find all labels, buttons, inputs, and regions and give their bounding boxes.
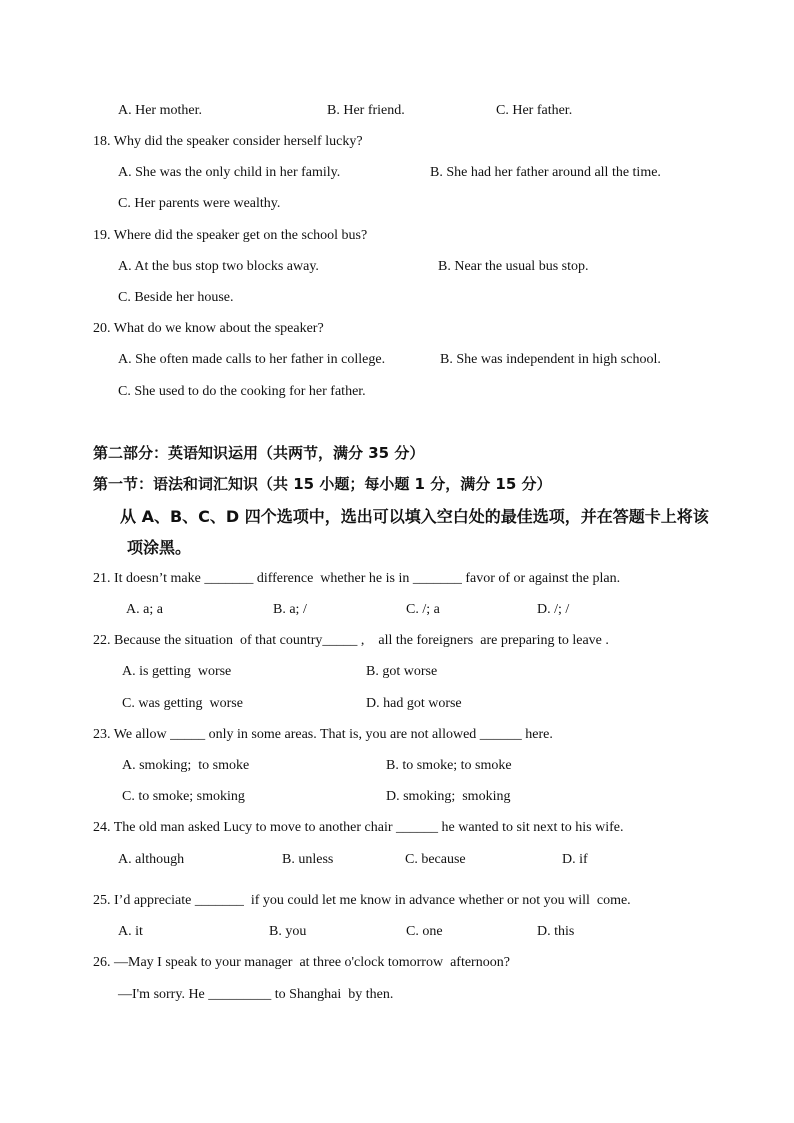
q19-option-b: B. Near the usual bus stop. — [438, 259, 589, 274]
q20-stem: 20. What do we know about the speaker? — [93, 321, 324, 336]
q22-option-c: C. was getting worse — [122, 696, 243, 711]
q21-option-d: D. /; / — [537, 602, 570, 617]
q19-stem: 19. Where did the speaker get on the school bus? — [93, 228, 368, 243]
q23-option-a: A. smoking; to smoke — [122, 758, 250, 773]
q20-option-b: B. She was independent in high school. — [440, 352, 661, 367]
q23-option-b: B. to smoke; to smoke — [386, 758, 512, 773]
q26-reply: —I'm sorry. He _________ to Shanghai by then. — [118, 987, 394, 1002]
q21-option-c: C. /; a — [406, 602, 440, 617]
part2-heading: 第二部分：英语知识运用（共两节，满分 35 分） — [93, 444, 425, 462]
q21-option-a: A. a; a — [126, 602, 163, 617]
q26-stem: 26. —May I speak to your manager at three o'clock tomorrow afternoon? — [93, 955, 510, 970]
q24-option-d: D. if — [562, 852, 588, 867]
q21-stem: 21. It doesn’t make _______ difference whether he is in _______ favor of or against the plan. — [93, 571, 621, 586]
q22-option-d: D. had got worse — [366, 696, 462, 711]
q25-option-c: C. one — [406, 924, 443, 939]
q24-option-a: A. although — [118, 852, 185, 867]
q18-option-a: A. She was the only child in her family. — [118, 165, 341, 180]
instruction-line-1: 从 A、B、C、D 四个选项中，选出可以填入空白处的最佳选项，并在答题卡上将该 — [120, 507, 709, 526]
q23-option-c: C. to smoke; smoking — [122, 789, 245, 804]
q25-option-b: B. you — [269, 924, 307, 939]
q18-option-b: B. She had her father around all the time. — [430, 165, 661, 180]
q24-stem: 24. The old man asked Lucy to move to another chair ______ he wanted to sit next to his wife. — [93, 820, 624, 835]
q22-option-b: B. got worse — [366, 664, 438, 679]
q25-option-a: A. it — [118, 924, 143, 939]
section1-heading: 第一节：语法和词汇知识（共 15 小题；每小题 1 分，满分 15 分） — [93, 475, 552, 493]
q20-option-c: C. She used to do the cooking for her father. — [118, 384, 366, 399]
q24-option-c: C. because — [405, 852, 466, 867]
q23-option-d: D. smoking; smoking — [386, 789, 511, 804]
q18-stem: 18. Why did the speaker consider herself lucky? — [93, 134, 363, 149]
instruction-line-2: 项涂黑。 — [127, 538, 192, 557]
q19-option-a: A. At the bus stop two blocks away. — [118, 259, 319, 274]
q23-stem: 23. We allow _____ only in some areas. That is, you are not allowed ______ here. — [93, 727, 553, 742]
q25-stem: 25. I’d appreciate _______ if you could let me know in advance whether or not you will come. — [93, 893, 631, 908]
q21-option-b: B. a; / — [273, 602, 307, 617]
q20-option-a: A. She often made calls to her father in college. — [118, 352, 386, 367]
q17-option-a: A. Her mother. — [118, 103, 202, 118]
q22-option-a: A. is getting worse — [122, 664, 232, 679]
q17-option-b: B. Her friend. — [327, 103, 405, 118]
q25-option-d: D. this — [537, 924, 575, 939]
q19-option-c: C. Beside her house. — [118, 290, 234, 305]
q18-option-c: C. Her parents were wealthy. — [118, 196, 281, 211]
q17-option-c: C. Her father. — [496, 103, 573, 118]
q22-stem: 22. Because the situation of that country_____ , all the foreigners are preparing to leave . — [93, 633, 609, 648]
q24-option-b: B. unless — [282, 852, 334, 867]
